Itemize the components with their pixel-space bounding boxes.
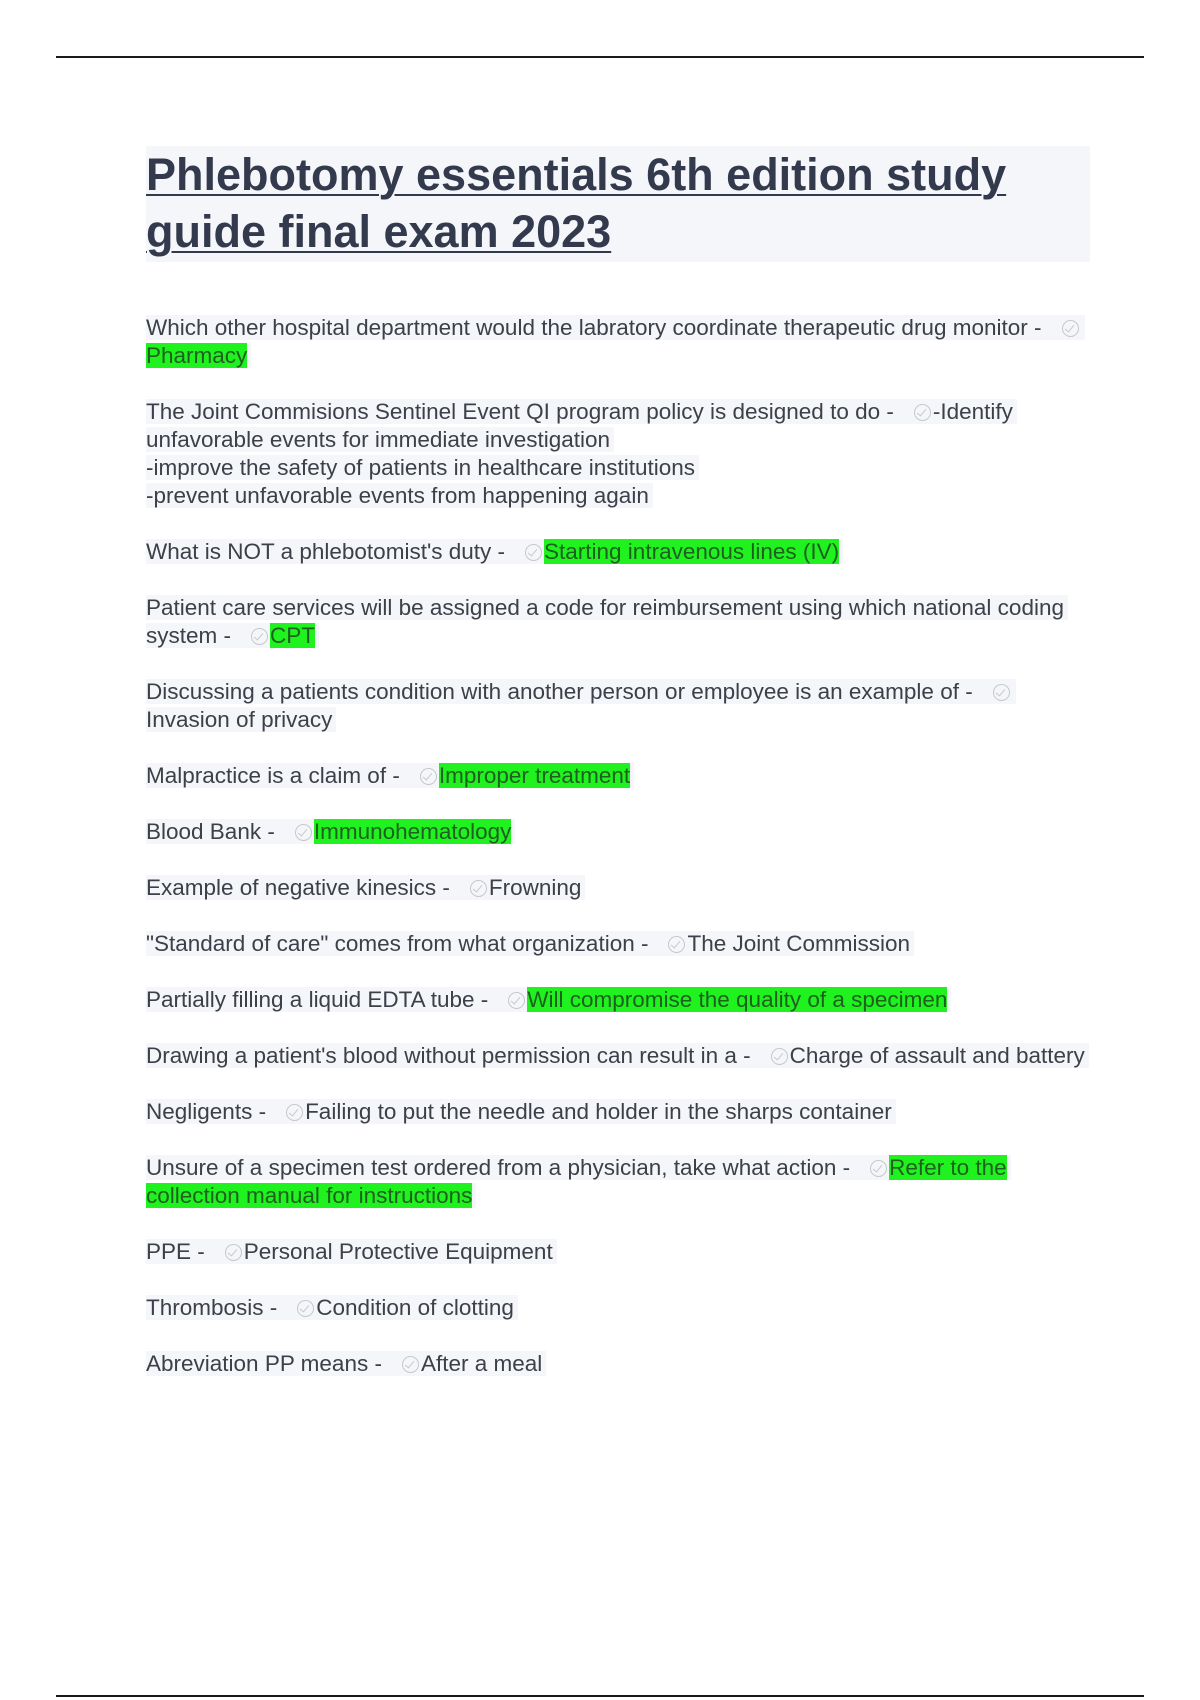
highlighted-answer-text: Starting intravenous lines (IV): [544, 539, 840, 564]
check-circle-icon: [251, 628, 268, 645]
top-rule: [56, 56, 1144, 58]
check-circle-icon: [771, 1048, 788, 1065]
check-circle-icon: [870, 1160, 887, 1177]
qa-text-box: [146, 679, 1016, 732]
qa-item: [146, 818, 1090, 846]
check-circle-icon: [914, 404, 931, 421]
check-circle-icon: [297, 1300, 314, 1317]
question-text: Abreviation PP means -: [146, 1351, 382, 1376]
qa-text-box: [146, 1351, 546, 1376]
answer-text: Invasion of privacy: [146, 707, 333, 732]
qa-text-box: [146, 1155, 1011, 1208]
title-block: [146, 146, 1090, 262]
qa-item: [146, 986, 1090, 1014]
qa-text-box: [146, 763, 634, 788]
answer-text: Condition of clotting: [316, 1295, 514, 1320]
check-circle-icon: [402, 1356, 419, 1373]
qa-item: [146, 538, 1090, 566]
qa-text-box: [146, 987, 951, 1012]
qa-item: [146, 398, 1090, 510]
answer-text: -Identify unfavorable events for immediate investigation -improve the safety of patients in healthcare institutions -prevent unfavorable events from happening again: [146, 399, 1013, 508]
highlighted-answer-text: CPT: [270, 623, 316, 648]
question-text: Which other hospital department would the labratory coordinate therapeutic drug monitor -: [146, 315, 1042, 340]
qa-item: [146, 1294, 1090, 1322]
qa-item: [146, 678, 1090, 734]
qa-text-box: [146, 875, 585, 900]
qa-text-box: [146, 1043, 1089, 1068]
qa-item: [146, 1350, 1090, 1378]
highlighted-answer-text: Refer to the collection manual for instructions: [146, 1155, 1007, 1208]
question-text: Discussing a patients condition with another person or employee is an example of -: [146, 679, 973, 704]
qa-text-box: [146, 399, 1017, 508]
answer-text: After a meal: [420, 1351, 543, 1376]
question-text: Blood Bank -: [146, 819, 275, 844]
qa-item: [146, 1238, 1090, 1266]
qa-list: [146, 314, 1090, 1378]
question-text: The Joint Commisions Sentinel Event QI program policy is designed to do -: [146, 399, 894, 424]
question-text: "Standard of care" comes from what organization -: [146, 931, 649, 956]
question-text: Patient care services will be assigned a code for reimbursement using which national coding system -: [146, 595, 1064, 648]
qa-item: [146, 1098, 1090, 1126]
question-text: PPE -: [146, 1239, 205, 1264]
highlighted-answer-text: Pharmacy: [146, 343, 248, 368]
question-text: What is NOT a phlebotomist's duty -: [146, 539, 506, 564]
highlighted-answer-text: Immunohematology: [313, 819, 512, 844]
question-text: Partially filling a liquid EDTA tube -: [146, 987, 489, 1012]
qa-text-box: [146, 1099, 896, 1124]
answer-text: The Joint Commission: [687, 931, 911, 956]
check-circle-icon: [420, 768, 437, 785]
highlighted-answer-text: Will compromise the quality of a specimen: [527, 987, 948, 1012]
check-circle-icon: [525, 544, 542, 561]
check-circle-icon: [668, 936, 685, 953]
question-text: Thrombosis -: [146, 1295, 278, 1320]
qa-text-box: [146, 539, 843, 564]
check-circle-icon: [225, 1244, 242, 1261]
qa-item: [146, 930, 1090, 958]
answer-text: Failing to put the needle and holder in the sharps container: [305, 1099, 892, 1124]
check-circle-icon: [508, 992, 525, 1009]
answer-text: Frowning: [488, 875, 582, 900]
qa-text-box: [146, 595, 1068, 648]
question-text: Drawing a patient's blood without permission can result in a -: [146, 1043, 751, 1068]
question-text: Negligents -: [146, 1099, 267, 1124]
qa-item: [146, 594, 1090, 650]
check-circle-icon: [1062, 320, 1079, 337]
document-title[interactable]: Phlebotomy essentials 6th edition study guide final exam 2023: [146, 149, 1007, 257]
document-body: [146, 146, 1090, 1406]
check-circle-icon: [470, 880, 487, 897]
qa-item: [146, 874, 1090, 902]
check-circle-icon: [295, 824, 312, 841]
check-circle-icon: [993, 684, 1010, 701]
answer-text: Personal Protective Equipment: [243, 1239, 553, 1264]
qa-text-box: [146, 1295, 518, 1320]
qa-text-box: [146, 931, 914, 956]
bottom-rule: [56, 1695, 1144, 1697]
qa-item: [146, 1042, 1090, 1070]
qa-item: [146, 314, 1090, 370]
question-text: Example of negative kinesics -: [146, 875, 450, 900]
qa-item: [146, 762, 1090, 790]
check-circle-icon: [286, 1104, 303, 1121]
qa-text-box: [146, 1239, 557, 1264]
question-text: Unsure of a specimen test ordered from a physician, take what action -: [146, 1155, 851, 1180]
qa-item: [146, 1154, 1090, 1210]
qa-text-box: [146, 315, 1085, 368]
answer-text: Charge of assault and battery: [789, 1043, 1085, 1068]
qa-text-box: [146, 819, 515, 844]
highlighted-answer-text: Improper treatment: [438, 763, 631, 788]
question-text: Malpractice is a claim of -: [146, 763, 400, 788]
